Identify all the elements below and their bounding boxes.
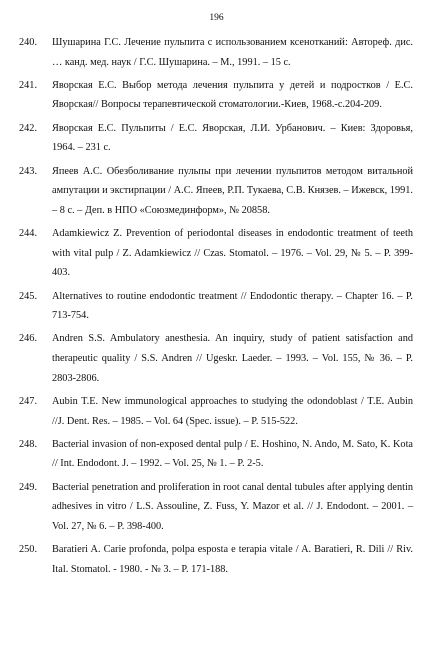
reference-text: Baratieri A. Carie profonda, polpa esposta e terapia vitale / A. Baratieri, R. Dili // Riv. Ital. Stomatol. - 1980. - № 3. – P. 171-188.	[52, 544, 413, 575]
reference-number: 242.	[19, 122, 38, 134]
reference-number: 250.	[19, 544, 38, 556]
reference-text: Bacterial invasion of non-exposed dental pulp / E. Hoshino, N. Ando, M. Sato, K. Kota // Int. Endodont. J. – 1992. – Vol. 25, № 1. – P. 2-5.	[52, 438, 413, 470]
reference-number: 241.	[19, 79, 38, 91]
reference-text: Andren S.S. Ambulatory anesthesia. An inquiry, study of patient satisfaction and therapeutic quality / S.S. Andren // Ugeskr. Laeder. – 1993. – Vol. 155, № 36. – P. 2803-2806.	[52, 333, 413, 384]
reference-item	[19, 329, 413, 388]
reference-text: Шушарина Г.С. Лечение пульпита с использованием ксенотканий: Автореф. дис. … канд. мед. наук / Г.С. Шушарина. – М., 1991. – 15 с.	[52, 37, 413, 68]
reference-item	[19, 33, 413, 72]
reference-text: Adamkiewicz Z. Prevention of periodontal diseases in endodontic treatment of teeth with vital pulp / Z. Adamkiewicz // Czas. Stomatol. – 1976. – Vol. 29, № 5. – P. 399-403.	[52, 228, 413, 279]
reference-text: Яворская Е.С. Выбор метода лечения пульпита у детей и подростков / Е.С. Яворская// Вопросы терапевтической стоматологии.-Киев, 1968.-с.204-209.	[52, 79, 413, 111]
reference-number: 243.	[19, 165, 38, 177]
page-number: 196	[209, 13, 224, 23]
reference-number: 249.	[19, 481, 38, 493]
reference-text: Alternatives to routine endodontic treatment // Endodontic therapy. – Chapter 16. – P. 713-754.	[52, 290, 413, 322]
reference-number: 247.	[19, 395, 38, 407]
reference-item	[19, 76, 413, 115]
reference-list	[19, 33, 413, 583]
reference-item	[19, 162, 413, 221]
reference-item	[19, 478, 413, 537]
reference-number: 240.	[19, 37, 38, 48]
reference-item	[19, 224, 413, 283]
reference-number: 245.	[19, 290, 38, 302]
reference-item	[19, 392, 413, 431]
reference-number: 248.	[19, 438, 38, 450]
reference-item	[19, 119, 413, 158]
reference-text: Яворская Е.С. Пульпиты / Е.С. Яворская, Л.И. Урбанович. – Киев: Здоровья, 1964. – 231 с.	[52, 122, 413, 154]
reference-item	[19, 540, 413, 579]
reference-item	[19, 435, 413, 474]
reference-number: 244.	[19, 228, 38, 240]
reference-text: Япеев А.С. Обезболивание пульпы при лечении пульпитов методом витальной ампутации и экстирпации / А.С. Япеев, Р.П. Тукаева, С.В. Князев. – Ижевск, 1991. – 8 с. – Деп. в НПО «Союзмединформ», № 20858.	[52, 165, 413, 216]
reference-number: 246.	[19, 333, 38, 345]
reference-text: Bacterial penetration and proliferation in root canal dental tubules after applying dentin adhesives in vitro / L.S. Assouline, Z. Fuss, Y. Mazor et al. // J. Endodont. – 2001. – Vol. 27, № 6. – P. 398-400.	[52, 481, 413, 532]
reference-text: Aubin T.E. New immunological approaches to studying the odondoblast / T.E. Aubin //J. Dent. Res. – 1985. – Vol. 64 (Spec. issue). – P. 515-522.	[52, 395, 413, 427]
reference-item	[19, 287, 413, 326]
